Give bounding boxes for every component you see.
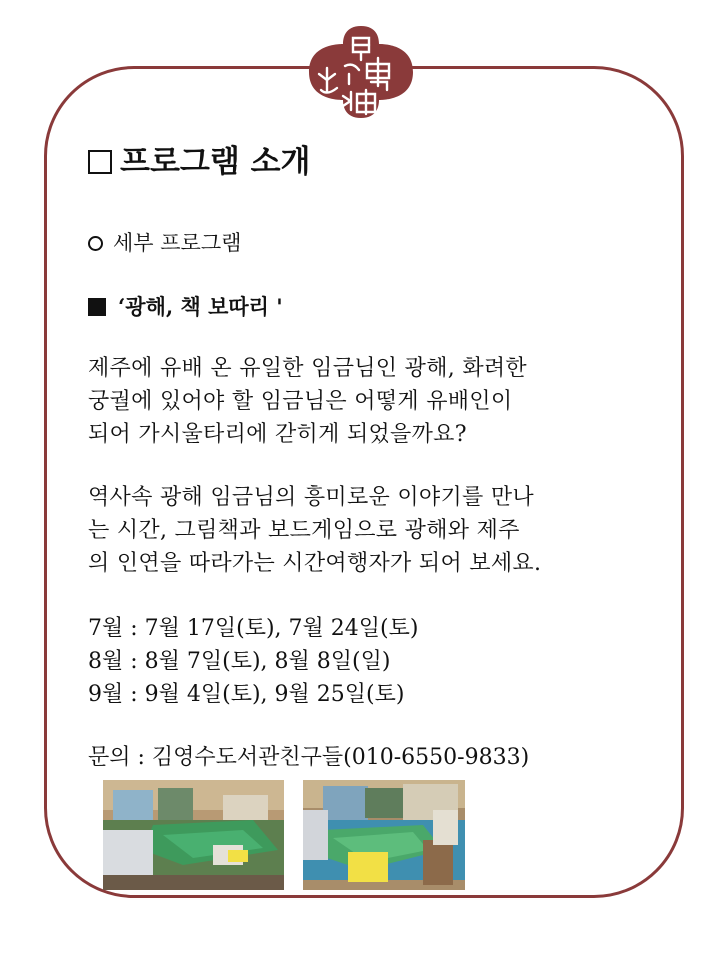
paragraph-line: 궁궐에 있어야 할 임금님은 어떻게 유배인이 [88, 389, 513, 414]
board-game-photo-icon [103, 780, 284, 890]
schedule-item-august: 8월 : 8월 7일(토), 8월 8일(일) [88, 649, 391, 674]
program-title-text: ‘광해, 책 보따리 ' [118, 294, 283, 319]
empty-square-icon [88, 150, 112, 174]
program-photo-1 [103, 780, 284, 890]
paragraph-line: 되어 가시울타리에 갇히게 되었을까요? [88, 422, 467, 447]
circle-bullet-icon [88, 236, 103, 251]
contact-info: 문의 : 김영수도서관친구들(010-6550-9833) [88, 745, 530, 770]
paragraph-intro [88, 352, 668, 451]
schedule-item-september: 9월 : 9월 4일(토), 9월 25일(토) [88, 682, 405, 707]
paragraph-line: 의 인연을 따라가는 시간여행자가 되어 보세요. [88, 551, 542, 576]
paragraph-description [88, 481, 668, 580]
board-game-photo-icon [303, 780, 465, 890]
filled-square-icon [88, 298, 106, 316]
paragraph-line: 제주에 유배 온 유일한 임금님인 광해, 화려한 [88, 356, 527, 381]
subheading [88, 228, 668, 258]
announcement-content [88, 132, 668, 774]
schedule-item-july: 7월 : 7월 17일(토), 7월 24일(토) [88, 616, 419, 641]
section-title [88, 142, 668, 182]
schedule-list [88, 612, 668, 711]
seal-logo-icon [305, 22, 417, 122]
paragraph-line: 는 시간, 그림책과 보드게임으로 광해와 제주 [88, 518, 520, 543]
subheading-text: 세부 프로그램 [113, 231, 242, 255]
program-title [88, 292, 668, 322]
section-title-text: 프로그램 소개 [120, 144, 311, 180]
paragraph-line: 역사속 광해 임금님의 흥미로운 이야기를 만나 [88, 485, 534, 510]
program-photo-2 [303, 780, 465, 890]
seal-logo [305, 22, 417, 122]
